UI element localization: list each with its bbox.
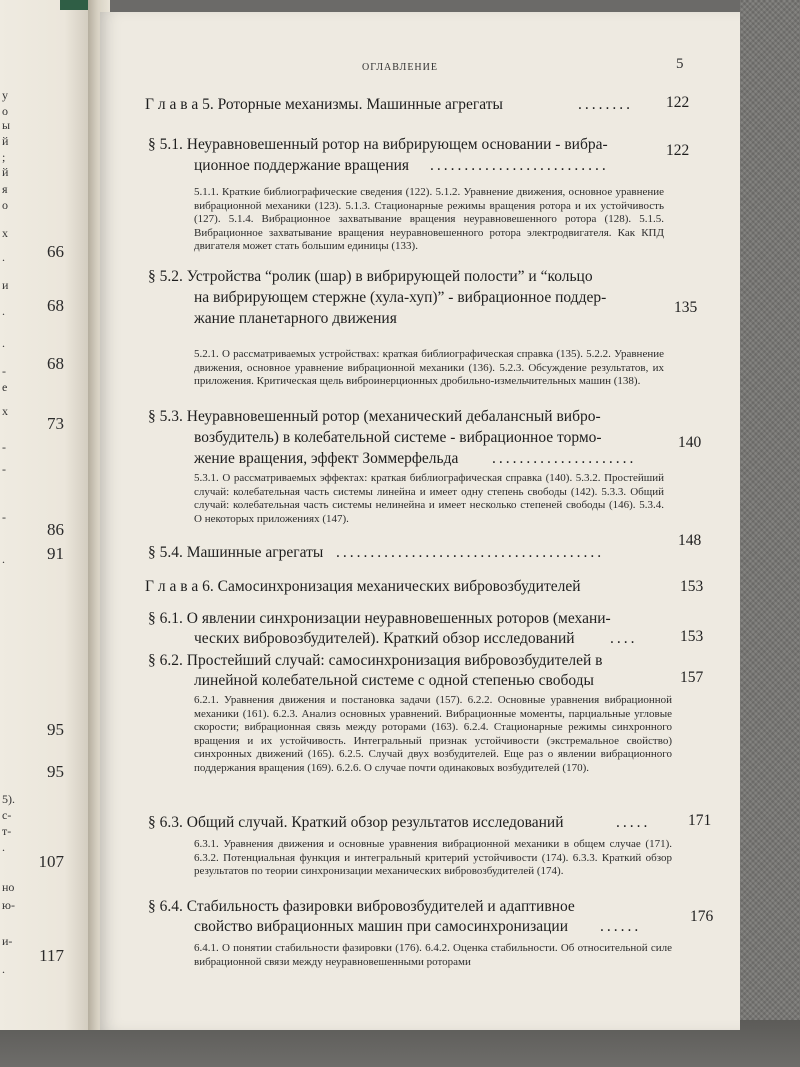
text-fragment: . bbox=[2, 840, 5, 854]
text-fragment: й bbox=[2, 134, 9, 148]
header-title: ОГЛАВЛЕНИЕ bbox=[362, 62, 438, 73]
subsection-list: 6.3.1. Уравнения движения и основные уравнения вибрационной механики в общем случае (171). 6.3.2. Потенциальная функция и интегральный критерий устойчивости (174). 6.3.3. Краткий обзор результатов по теории синхронизации механических вибровозбудителей (174). bbox=[194, 838, 672, 878]
page-number: 95 bbox=[47, 762, 64, 781]
text-fragment: у bbox=[2, 88, 8, 102]
page-number: 117 bbox=[39, 946, 64, 965]
text-fragment: т- bbox=[2, 824, 12, 838]
contents-page bbox=[100, 12, 740, 1030]
text-fragment: ю- bbox=[2, 898, 15, 912]
text-fragment: - bbox=[2, 364, 6, 378]
section-page: 122 bbox=[666, 142, 690, 159]
section-page: 171 bbox=[688, 812, 712, 829]
page-number: 68 bbox=[47, 354, 64, 373]
text-fragment: х bbox=[2, 404, 8, 418]
section-title-line: жание планетарного движения bbox=[194, 310, 397, 327]
page-number: 86 bbox=[47, 520, 64, 539]
text-fragment: . bbox=[2, 250, 5, 264]
page-number: 66 bbox=[47, 242, 64, 261]
header-page-number: 5 bbox=[676, 56, 685, 72]
text-fragment: 5). bbox=[2, 792, 15, 806]
section-title-line: ционное поддержание вращения bbox=[194, 157, 410, 174]
chapter-page: 153 bbox=[680, 578, 704, 595]
text-fragment: - bbox=[2, 462, 6, 476]
leader-dots: ........ bbox=[578, 96, 633, 113]
text-fragment: но bbox=[2, 880, 15, 894]
section-page: 153 bbox=[680, 628, 704, 645]
section-title-line: § 5.3. Неуравновешенный ротор (механический дебалансный вибро- bbox=[148, 408, 601, 425]
page-number: 107 bbox=[38, 852, 64, 871]
section-title-line: жение вращения, эффект Зоммерфельда bbox=[194, 450, 459, 467]
leader-dots: ..................... bbox=[492, 450, 637, 467]
leader-dots: .......................... bbox=[430, 157, 609, 174]
section-page: 157 bbox=[680, 669, 704, 686]
chapter-title: Г л а в а 5. Роторные механизмы. Машинные агрегаты bbox=[145, 96, 503, 113]
text-fragment: . bbox=[2, 336, 5, 350]
subsection-list: 6.2.1. Уравнения движения и постановка задачи (157). 6.2.2. Основные уравнения вибрационной механики (161). 6.2.3. Анализ основных уравнений. Вибрационные моменты, парциальные угловые скорости; вибрационная связь между роторами (163). 6.2.4. Стационарные режимы синхронного вращения и их устойчивость. Интегральный признак устойчивости (экстремальное свойство) синхронных движений (165). 6.2.5. Случай двух возбудителей. Еще раз о явлении вибрационного поддержания вращения (169). 6.2.6. О случае почти одинаковых возбудителей (170). bbox=[194, 694, 672, 774]
page-number: 91 bbox=[47, 544, 64, 563]
chapter-title: Г л а в а 6. Самосинхронизация механических вибровозбудителей bbox=[145, 578, 581, 595]
text-fragment: с- bbox=[2, 808, 12, 822]
text-fragment: . bbox=[2, 552, 5, 566]
text-fragment: . bbox=[2, 304, 5, 318]
text-fragment: и bbox=[2, 278, 9, 292]
page-number: 73 bbox=[47, 414, 64, 433]
previous-page bbox=[0, 0, 92, 1030]
text-fragment: . bbox=[2, 962, 5, 976]
text-fragment: о bbox=[2, 198, 8, 212]
text-fragment: х bbox=[2, 226, 8, 240]
subsection-list: 5.2.1. О рассматриваемых устройствах: краткая библиографическая справка (135). 5.2.2. Уравнение движения, основное уравнение вибрационной механики (136). 5.2.3. Обсуждение результатов, их приложения. Критическая щель виброинерционных дробильно-измельчительных машин (138). bbox=[194, 348, 664, 388]
text-fragment: я bbox=[2, 182, 8, 196]
leader-dots: .... bbox=[610, 630, 638, 647]
section-title-line: § 6.2. Простейший случай: самосинхронизация вибровозбудителей в bbox=[148, 652, 603, 669]
leader-dots: ....................................... bbox=[336, 544, 605, 561]
leader-dots: ..... bbox=[616, 814, 651, 831]
section-title-line: свойство вибрационных машин при самосинхронизации bbox=[194, 918, 569, 935]
text-fragment: о bbox=[2, 104, 8, 118]
section-title-line: § 5.4. Машинные агрегаты bbox=[148, 544, 324, 561]
page-number: 95 bbox=[47, 720, 64, 739]
text-fragment: ; bbox=[2, 150, 6, 164]
section-page: 148 bbox=[678, 532, 702, 549]
subsection-list: 6.4.1. О понятии стабильности фазировки (176). 6.4.2. Оценка стабильности. Об относительной силе вибрационной связи между неуравновешенными роторами bbox=[194, 942, 672, 968]
section-page: 135 bbox=[674, 299, 698, 316]
section-page: 140 bbox=[678, 434, 702, 451]
section-title-line: § 6.3. Общий случай. Краткий обзор результатов исследований bbox=[148, 814, 564, 831]
page-number: 68 bbox=[47, 296, 64, 315]
text-fragment: й bbox=[2, 165, 9, 179]
section-title-line: § 6.4. Стабильность фазировки вибровозбудителей и адаптивное bbox=[148, 898, 575, 915]
section-title-line: возбудитель) в колебательной системе - вибрационное тормо- bbox=[194, 429, 602, 446]
background-fabric bbox=[740, 0, 800, 1067]
section-title-line: § 5.2. Устройства “ролик (шар) в вибрирующей полости” и “кольцо bbox=[148, 268, 593, 285]
section-title-line: линейной колебательной системе с одной степенью свободы bbox=[194, 672, 594, 689]
section-title-line: § 5.1. Неуравновешенный ротор на вибрирующем основании - вибра- bbox=[148, 136, 608, 153]
subsection-list: 5.1.1. Краткие библиографические сведения (122). 5.1.2. Уравнение движения, основное уравнение вибрационной механики (123). 5.1.3. Стационарные режимы вращения ротора и их устойчивость (127). 5.1.4. Вибрационное захватывание вращения неуравновешенного ротора (128). 5.1.5. Вибрационное захватывание вращения неуравновешенного ротора электродвигателя. Как КПД двигателя может стать большим единицы (133). bbox=[194, 186, 664, 253]
chapter-page: 122 bbox=[666, 94, 690, 111]
text-fragment: и- bbox=[2, 934, 13, 948]
section-title-line: на вибрирующем стержне (хула-хуп)” - вибрационное поддер- bbox=[194, 289, 607, 306]
subsection-list: 5.3.1. О рассматриваемых эффектах: краткая библиографическая справка (140). 5.3.2. Простейший случай: колебательная часть системы линейна и имеет одну степень свободы (142). 5.3.3. Общий случай: колебательная часть системы нелинейна и имеет несколько степеней свободы (146). 5.3.4. О некоторых приложениях (147). bbox=[194, 472, 664, 525]
text-fragment: е bbox=[2, 380, 8, 394]
text-fragment: - bbox=[2, 510, 6, 524]
section-title-line: ческих вибровозбудителей). Краткий обзор исследований bbox=[194, 630, 575, 647]
leader-dots: ...... bbox=[600, 918, 642, 935]
section-title-line: § 6.1. О явлении синхронизации неуравновешенных роторов (механи- bbox=[148, 610, 611, 627]
text-fragment: ы bbox=[2, 118, 11, 132]
section-page: 176 bbox=[690, 908, 714, 925]
text-fragment: - bbox=[2, 440, 6, 454]
